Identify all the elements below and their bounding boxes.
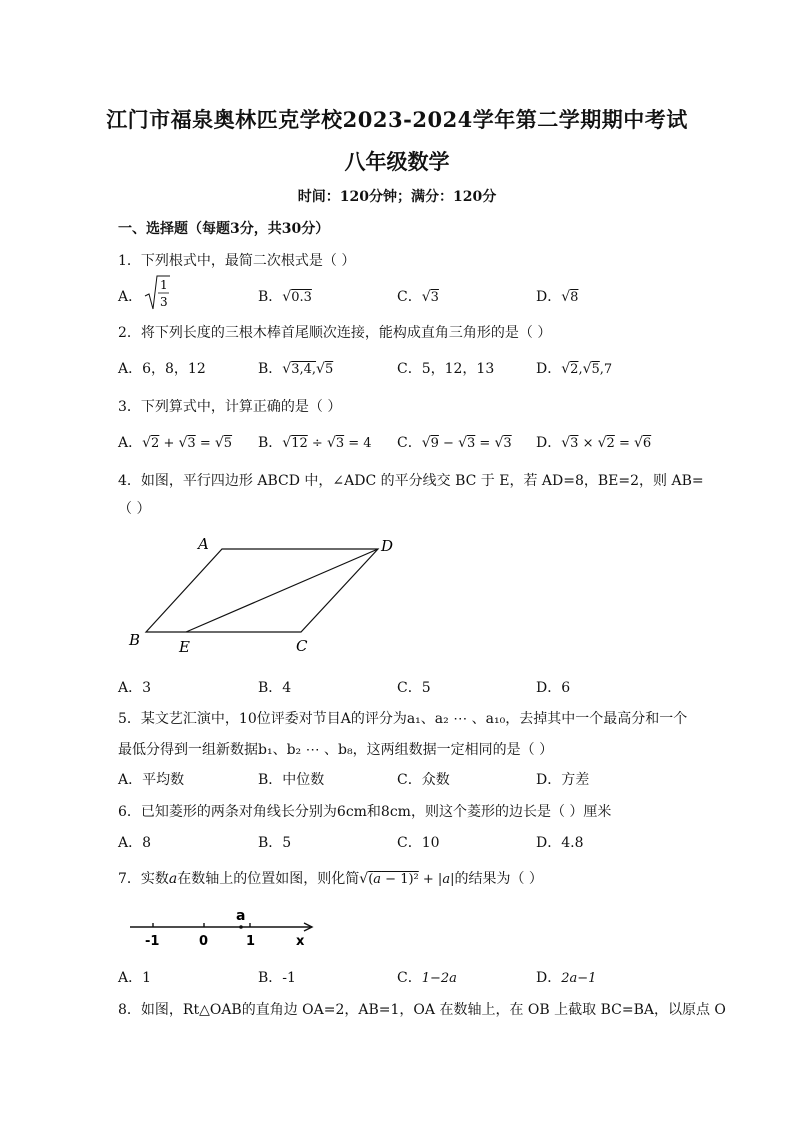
q3-d-label: D． — [536, 435, 562, 451]
q3-a-expr: √2 + √3 = √5 — [142, 435, 233, 451]
q7-c-expr: 1−2a — [421, 971, 457, 986]
label-one: 1 — [246, 934, 256, 949]
q4-stem-cont: （ ） — [118, 501, 151, 517]
q2-d-label: D． — [536, 361, 562, 377]
q2-b-root-sign: √ — [282, 361, 292, 377]
q7-d-expr: 2a−1 — [561, 971, 597, 986]
q1-a-num: 1 — [160, 278, 168, 292]
q1-option-d — [536, 286, 578, 306]
q2-option-c: C．5，12，13 — [397, 361, 495, 377]
section-heading: 一、选择题（每题3分，共30分） — [118, 221, 330, 237]
q1-c-root-sign: √ — [421, 289, 431, 305]
q4-parallelogram-figure — [120, 528, 410, 662]
parallelogram-abcd — [146, 549, 378, 632]
q1-a-den: 3 — [160, 295, 168, 309]
q2-d-root-sign-2: √ — [582, 361, 592, 377]
q5-stem: 5．某文艺汇演中，10位评委对节目A的评分为a₁、a₂ ⋯ 、a₁₀，去掉其中一个最高分和一个 — [118, 711, 688, 727]
q2-d-root-sign: √ — [561, 361, 571, 377]
q5-option-c: C．众数 — [397, 772, 450, 788]
q7-number-line — [126, 905, 326, 949]
q1-d-root-sign: √ — [561, 289, 571, 305]
q6-stem: 6．已知菱形的两条对角线长分别为6cm和8cm，则这个菱形的边长是（ ）厘米 — [118, 804, 612, 820]
q1-b-label: B． — [258, 289, 283, 305]
q1-a-fraction-root — [144, 274, 170, 312]
q4-option-d: D．6 — [536, 680, 571, 696]
q7-option-c — [397, 967, 457, 987]
q7-stem — [118, 868, 543, 888]
q7-expression: √(a − 1)² + |a| — [359, 871, 455, 887]
q5-stem-cont: 最低分得到一组新数据b₁、b₂ ⋯ 、b₈，这两组数据一定相同的是（ ） — [118, 742, 554, 758]
q1-option-c — [397, 286, 439, 306]
q3-stem: 3．下列算式中，计算正确的是（ ） — [118, 399, 342, 415]
q2-b-label: B． — [258, 361, 283, 377]
label-e: E — [179, 638, 190, 656]
q1-d-label: D． — [536, 289, 562, 305]
q2-b-value: 3,4, — [291, 362, 317, 377]
q1-option-b — [258, 286, 312, 306]
q6-option-b: B．5 — [258, 835, 292, 851]
q3-a-label: A． — [118, 435, 143, 451]
q7-option-d — [536, 967, 596, 987]
q4-stem: 4．如图，平行四边形 ABCD 中，∠ADC 的平分线交 BC 于 E，若 AD=8，BE=2，则 AB= — [118, 473, 704, 489]
label-zero: 0 — [199, 934, 209, 949]
bisector-de — [186, 549, 378, 632]
q7-option-b: B．-1 — [258, 970, 296, 986]
q2-b-root-sign-2: √ — [316, 361, 325, 377]
q1-option-a — [118, 278, 168, 309]
label-d: D — [381, 537, 394, 555]
q4-option-b: B．4 — [258, 680, 292, 696]
q2-option-b — [258, 358, 333, 378]
q2-b-value-2: 5 — [324, 362, 334, 377]
q1-b-root-sign: √ — [282, 289, 292, 305]
q7-c-label: C． — [397, 970, 422, 986]
exam-meta: 时间：120分钟；满分：120分 — [297, 189, 497, 205]
q3-option-d — [536, 432, 651, 452]
q3-b-expr: √12 ÷ √3 = 4 — [282, 435, 372, 451]
q7-stem-mid: 在数轴上的位置如图，则化简 — [177, 871, 360, 887]
q3-option-a — [118, 432, 232, 452]
q7-stem-pre: 7．实数 — [118, 871, 169, 887]
point-a — [239, 925, 243, 929]
q2-d-comma: , — [578, 362, 583, 377]
label-x: x — [296, 934, 305, 949]
q3-b-label: B． — [258, 435, 283, 451]
label-a: a — [236, 908, 246, 924]
exam-subtitle: 八年级数学 — [344, 149, 450, 174]
q4-option-a: A．3 — [118, 680, 152, 696]
q1-stem: 1．下列根式中，最简二次根式是（ ） — [118, 253, 356, 269]
label-b: B — [129, 631, 141, 649]
label-a: A — [198, 535, 209, 553]
label-c: C — [296, 637, 308, 655]
q8-stem: 8．如图，Rt△OAB的直角边 OA=2，AB=1，OA 在数轴上，在 OB 上截取 BC=BA，以原点 O — [118, 1002, 726, 1018]
q4-option-c: C．5 — [397, 680, 431, 696]
q5-option-b: B．中位数 — [258, 772, 325, 788]
q3-option-c — [397, 432, 512, 452]
q2-d-tail: ,7 — [599, 362, 613, 377]
q1-c-value: 3 — [430, 290, 439, 305]
q6-option-a: A．8 — [118, 835, 152, 851]
exam-title: 江门市福泉奥林匹克学校2023-2024学年第二学期期中考试 — [106, 107, 688, 132]
q1-b-value: 0.3 — [291, 290, 312, 305]
q7-var: a — [168, 871, 178, 887]
q1-a-label: A． — [118, 289, 143, 305]
q5-option-a: A．平均数 — [118, 772, 185, 788]
q1-d-value: 8 — [570, 290, 579, 305]
label-minus-one: -1 — [145, 934, 160, 949]
q3-option-b — [258, 432, 372, 452]
q7-option-a: A．1 — [118, 970, 152, 986]
q2-option-d — [536, 358, 612, 378]
q2-option-a: A．6，8，12 — [118, 361, 206, 377]
q2-d-value-1: 2 — [570, 362, 579, 377]
q7-stem-post: 的结果为（ ） — [454, 871, 543, 887]
q3-c-label: C． — [397, 435, 422, 451]
q3-d-expr: √3 × √2 = √6 — [561, 435, 652, 451]
q6-option-d: D．4.8 — [536, 835, 584, 851]
q3-c-expr: √9 − √3 = √3 — [421, 435, 512, 451]
q1-c-label: C． — [397, 289, 422, 305]
q5-option-d: D．方差 — [536, 772, 590, 788]
q7-d-label: D． — [536, 970, 562, 986]
q6-option-c: C．10 — [397, 835, 440, 851]
q2-stem: 2．将下列长度的三根木棒首尾顺次连接，能构成直角三角形的是（ ） — [118, 325, 552, 341]
q2-d-value-2: 5 — [591, 362, 600, 377]
